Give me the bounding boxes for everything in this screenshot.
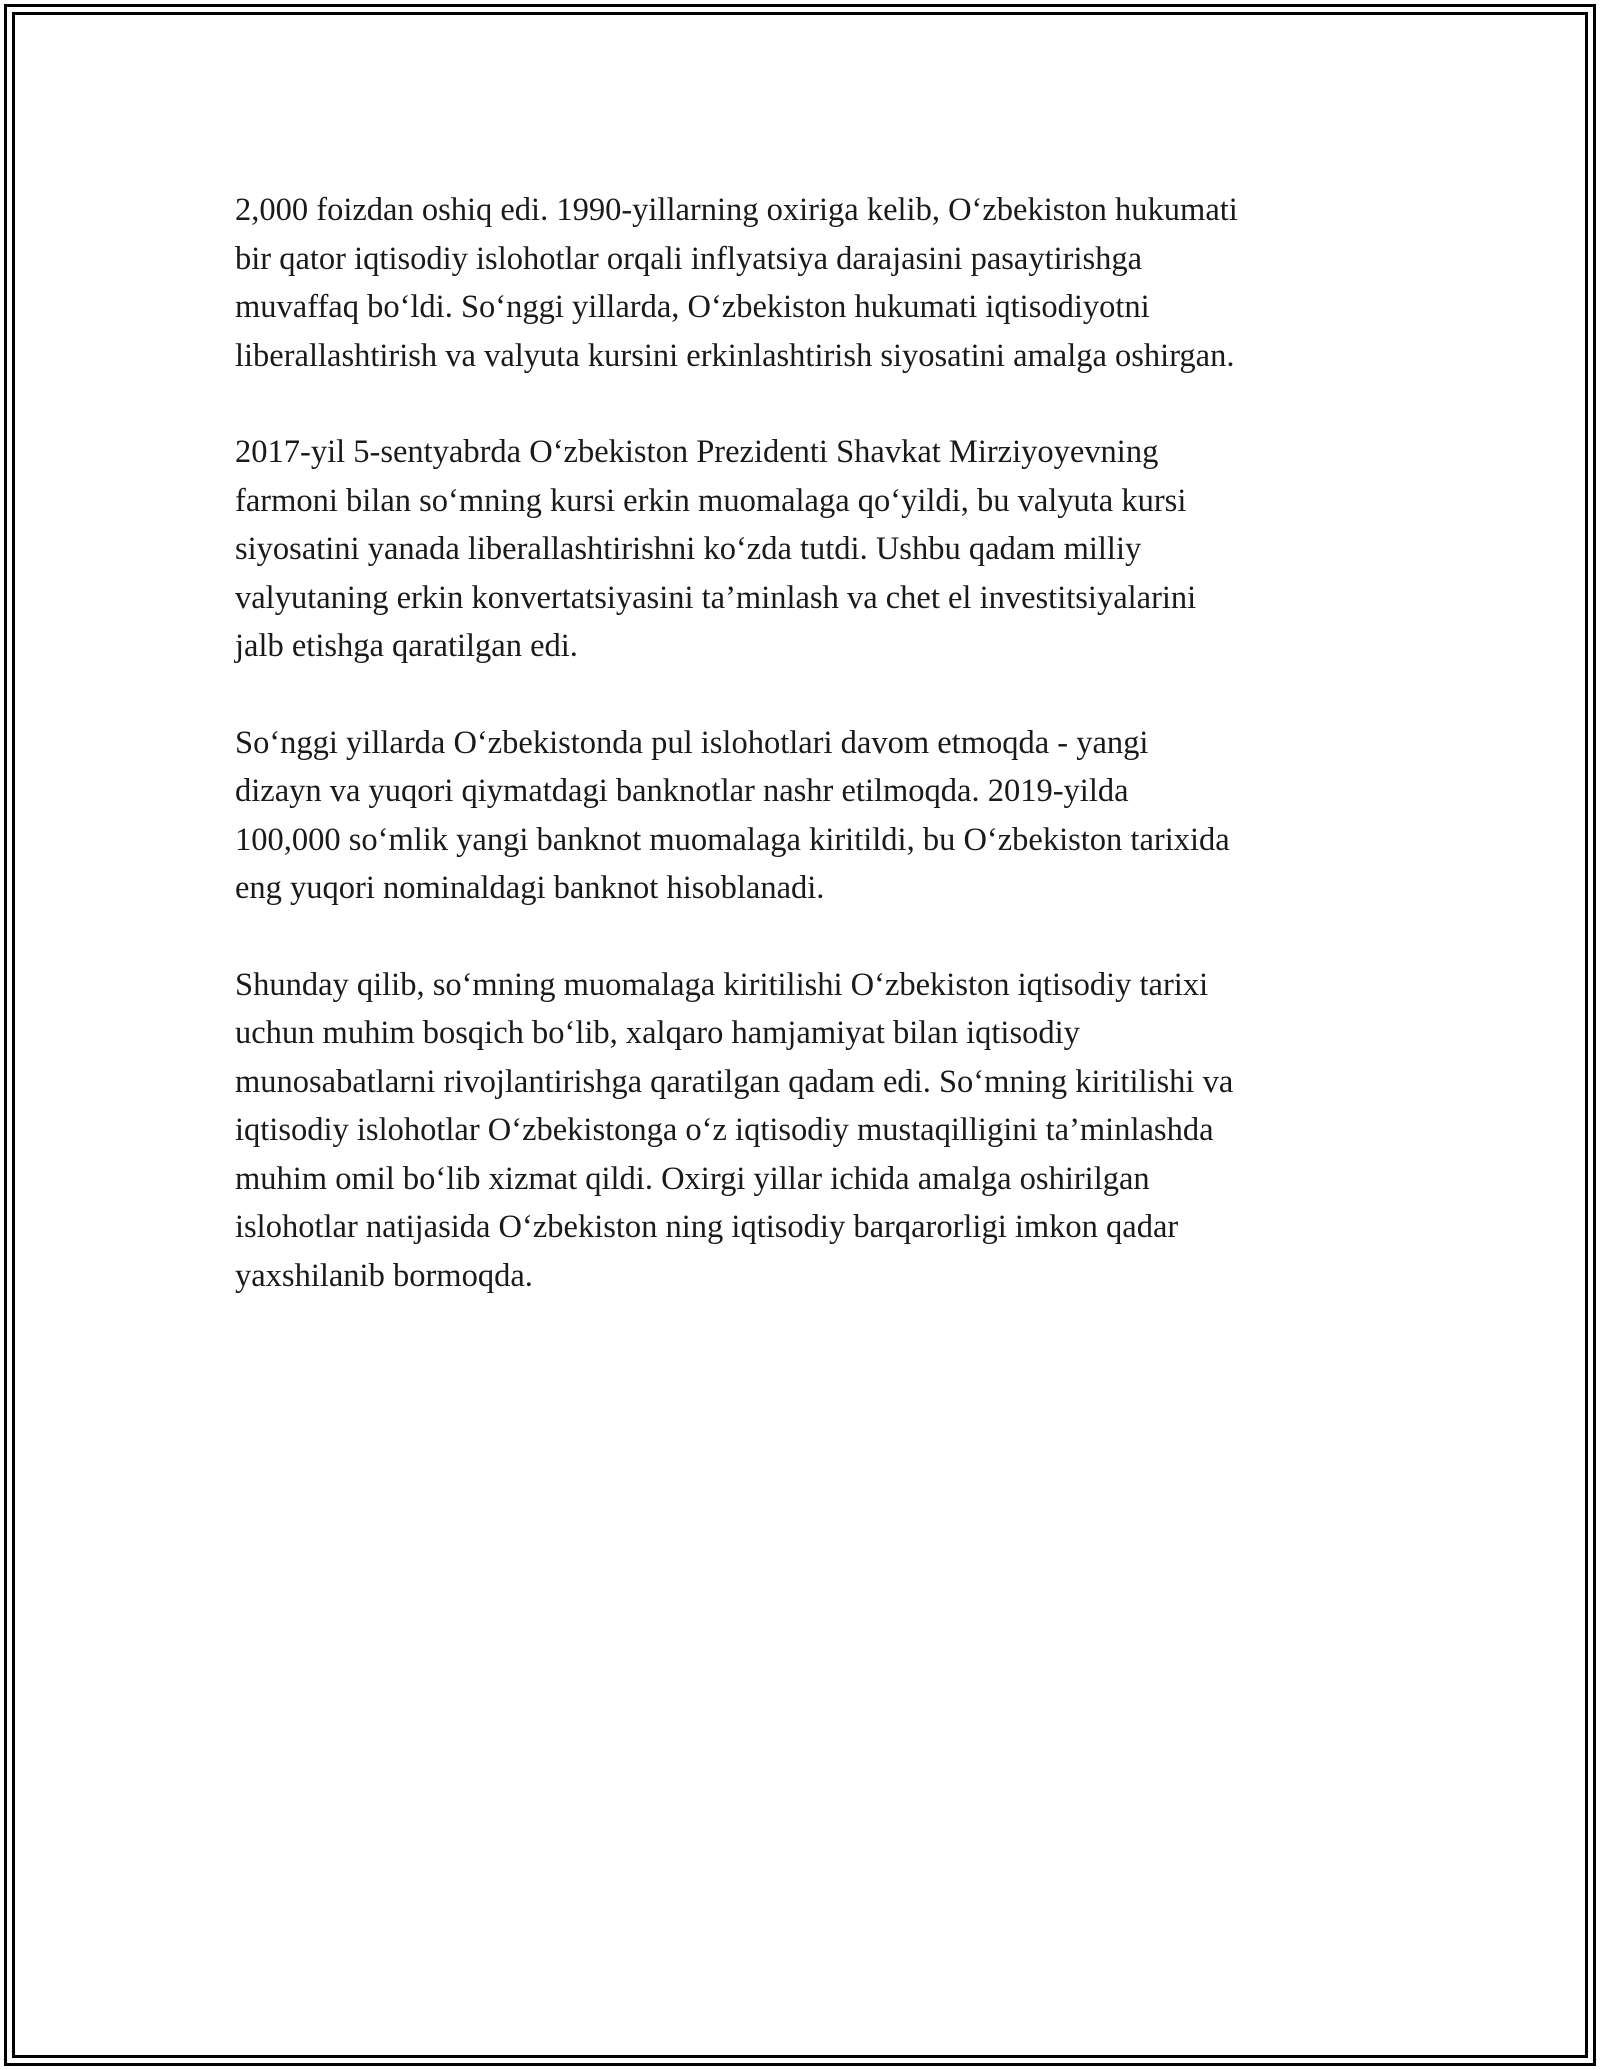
paragraph-1 <box>235 186 1395 380</box>
text-line: islohotlar natijasida O‘zbekiston ning iqtisodiy barqarorligi imkon qadar <box>235 1209 1179 1245</box>
paragraph-3 <box>235 719 1395 913</box>
text-line: liberallashtirish va valyuta kursini erkinlashtirish siyosatini amalga oshirgan. <box>235 337 1235 374</box>
text-line: siyosatini yanada liberallashtirishni ko‘zda tutdi. Ushbu qadam milliy <box>235 531 1142 567</box>
text-line: 2,000 foizdan oshiq edi. 1990-yillarning oxiriga kelib, O‘zbekiston hukumati <box>235 192 1238 228</box>
text-line: muvaffaq bo‘ldi. So‘nggi yillarda, O‘zbekiston hukumati iqtisodiyotni <box>235 289 1150 325</box>
text-line: munosabatlarni rivojlantirishga qaratilgan qadam edi. So‘mning kiritilishi va <box>235 1063 1234 1100</box>
text-line: 100,000 so‘mlik yangi banknot muomalaga kiritildi, bu O‘zbekiston tarixida <box>235 821 1230 858</box>
text-line: Shunday qilib, so‘mning muomalaga kiritilishi O‘zbekiston iqtisodiy tarixi <box>235 966 1209 1003</box>
text-line: So‘nggi yillarda O‘zbekistonda pul islohotlari davom etmoqda - yangi <box>235 724 1149 761</box>
text-line: 2017-yil 5-sentyabrda O‘zbekiston Prezidenti Shavkat Mirziyoyevning <box>235 434 1159 470</box>
document-body <box>235 186 1395 1348</box>
text-line: dizayn va yuqori qiymatdagi banknotlar nashr etilmoqda. 2019-yilda <box>235 773 1129 809</box>
text-line: valyutaning erkin konvertatsiyasini ta’minlash va chet el investitsiyalarini <box>235 579 1197 616</box>
text-line: uchun muhim bosqich bo‘lib, xalqaro hamjamiyat bilan iqtisodiy <box>235 1015 1080 1051</box>
text-line: eng yuqori nominaldagi banknot hisoblanadi. <box>235 870 825 906</box>
paragraph-2 <box>235 428 1395 671</box>
text-line: jalb etishga qaratilgan edi. <box>235 628 578 664</box>
text-line: farmoni bilan so‘mning kursi erkin muomalaga qo‘yildi, bu valyuta kursi <box>235 482 1187 519</box>
text-line: bir qator iqtisodiy islohotlar orqali inflyatsiya darajasini pasaytirishga <box>235 240 1143 277</box>
text-line: iqtisodiy islohotlar O‘zbekistonga o‘z iqtisodiy mustaqilligini ta’minlashda <box>235 1112 1214 1148</box>
paragraph-4 <box>235 961 1395 1301</box>
text-line: yaxshilanib bormoqda. <box>235 1257 533 1294</box>
text-line: muhim omil bo‘lib xizmat qildi. Oxirgi yillar ichida amalga oshirilgan <box>235 1160 1150 1197</box>
